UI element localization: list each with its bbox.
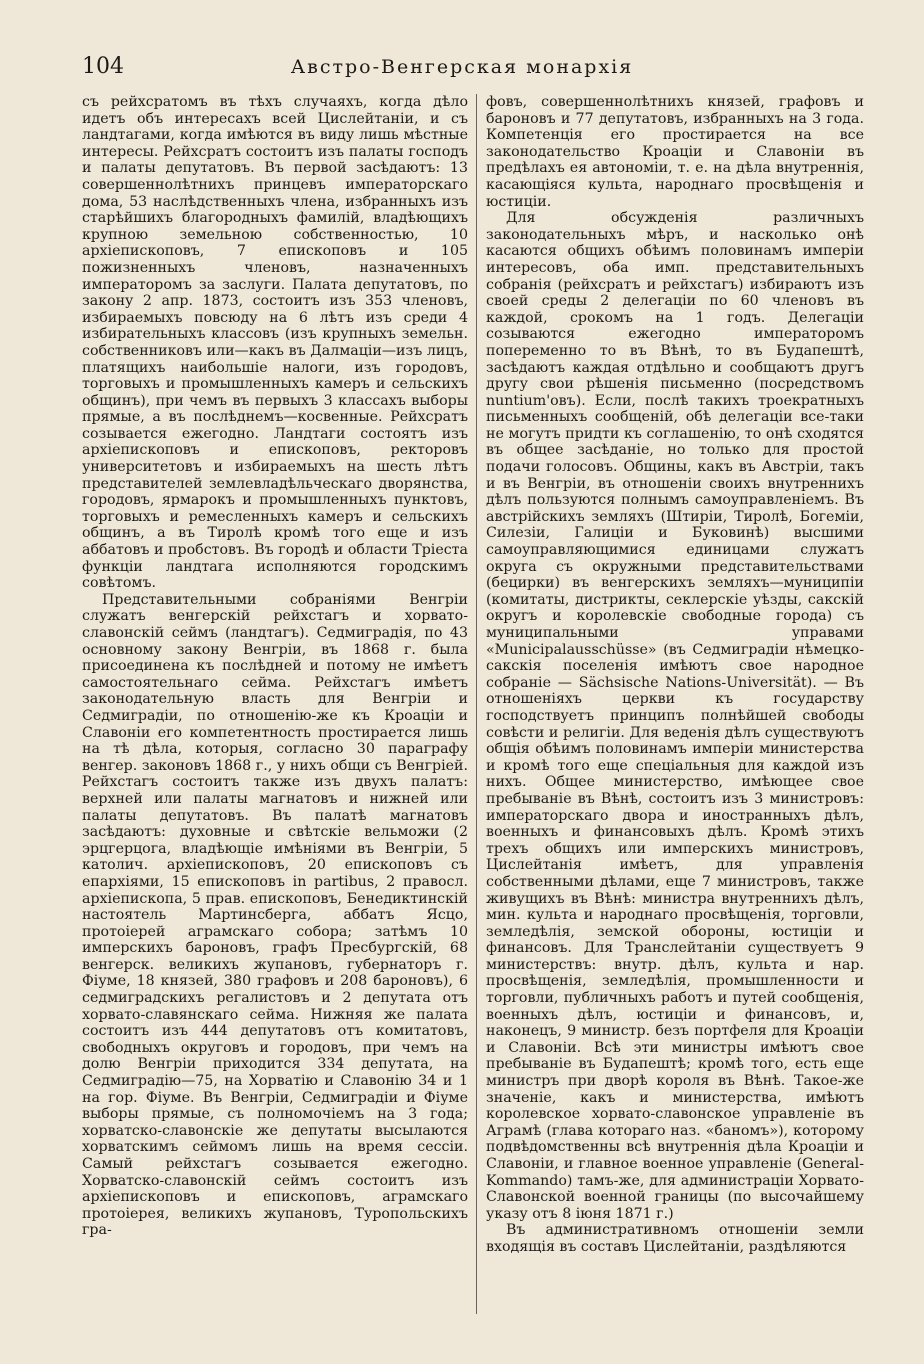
running-title: Австро-Венгерская монархія xyxy=(290,56,634,78)
paragraph: фовъ, совершеннолѣтнихъ князей, графовъ и бароновъ и 77 депутатовъ, избранныхъ на 3 года. Компетенція его простирается на все законодательство Кроаціи и Славоніи въ предѣлахъ ея автономіи, т. е. на дѣла внутреннія, касающіяся культа, народнаго просвѣщенія и юстиціи. xyxy=(486,94,864,210)
left-column xyxy=(82,94,468,1314)
page-number: 104 xyxy=(82,54,124,79)
paragraph: Для обсужденія различныхъ законодательныхъ мѣръ, и насколько онѣ касаются общихъ обѣимъ половинамъ имперіи интересовъ, оба имп. представительныхъ собранія (рейхсратъ и рейхстагъ) избираютъ изъ своей среды 2 делегаціи по 60 членовъ въ каждой, срокомъ на 1 годъ. Делегаціи созываются ежегодно императоромъ попеременно то въ Вѣнѣ, то въ Будапештѣ, засѣдаютъ каждая отдѣльно и сообщаютъ другъ другу свои рѣшенія письменно (посредствомъ nuntium'овъ). Если, послѣ такихъ троекратныхъ письменныхъ сообщеній, обѣ делегаціи все-таки не могутъ придти къ соглашенію, то онѣ сходятся въ общее засѣданіе, но только для простой подачи голосовъ. Общины, какъ въ Австріи, такъ и въ Венгріи, въ отношеніи своихъ внутреннихъ дѣлъ пользуются полнымъ самоуправленіемъ. Въ австрійскихъ земляхъ (Штиріи, Тиролѣ, Богеміи, Силезіи, Галиціи и Буковинѣ) высшими самоуправляющимися единицами служатъ округа съ окружными представительствами (бецирки) въ венгерскихъ земляхъ—муниципіи (комитаты, дистрикты, секлерскіе уѣзды, сакскій округъ и королевскіе свободные города) съ муниципальными управами «Municipalausschüsse» (въ Седмиградіи нѣмецко-сакскія поселенія имѣютъ свое народное собраніе — Sächsische Nations-Universität). — Въ отношеніяхъ церкви къ государству господствуетъ принципъ полнѣйшей свободы совѣсти и религіи. Для веденія дѣлъ существуютъ общія обѣимъ половинамъ имперіи министерства и кромѣ того еще спеціальныя для каждой изъ нихъ. Общее министерство, имѣющее свое пребываніе въ Вѣнѣ, состоитъ изъ 3 министровъ: императорскаго двора и иностранныхъ дѣлъ, военныхъ и финансовыхъ дѣлъ. Кромѣ этихъ трехъ общихъ или имперскихъ министровъ, Цислейтанія имѣетъ, для управленія собственными дѣлами, еще 7 министровъ, также живущихъ въ Вѣнѣ: министра внутреннихъ дѣлъ, мин. культа и народнаго просвѣщенія, торговли, земледѣлія, земской обороны, юстиціи и финансовъ. Для Транслейтаніи существуетъ 9 министерствъ: внутр. дѣлъ, культа и нар. просвѣщенія, земледѣлія, промышленности и торговли, публичныхъ работъ и путей сообщенія, военныхъ дѣлъ, юстиціи и финансовъ, и, наконецъ, 9 министр. безъ портфеля для Кроаціи и Славоніи. Всѣ эти министры имѣютъ свое пребываніе въ Будапештѣ; кромѣ того, есть еще министръ при дворѣ короля въ Вѣнѣ. Такое-же значеніе, какъ и министерства, имѣютъ королевское хорвато-славонское управленіе въ Аграмѣ (глава котораго наз. «баномъ»), которому подвѣдомственны всѣ внутреннія дѣла Кроаціи и Славоніи, и главное военное управленіе (General-Kommando) тамъ-же, для администраціи Хорвато-Славонской военной границы (по высочайшему указу отъ 8 іюня 1871 г.) xyxy=(486,210,864,1222)
running-header xyxy=(82,54,842,84)
paragraph: Представительными собраніями Венгріи служатъ венгерскій рейхстагъ и хорвато-славонскій сеймъ (ландтагъ). Седмиградія, по 43 основному закону Венгріи, въ 1868 г. была присоединена къ послѣдней и потому не имѣетъ самостоятельнаго сейма. Рейхстагъ имѣетъ законодательную власть для Венгріи и Седмиградіи, по отношенію-же къ Кроаціи и Славоніи его компетентность простирается лишь на тѣ дѣла, которыя, согласно 30 параграфу венгер. законовъ 1868 г., у нихъ общи съ Венгріей. Рейхстагъ состоитъ также изъ двухъ палатъ: верхней или палаты магнатовъ и нижней или палаты депутатовъ. Въ палатѣ магнатовъ засѣдаютъ: духовные и свѣтскіе вельможи (2 эрцгерцога, владѣющіе имѣніями въ Венгріи, 5 католич. архіепископовъ, 20 епископовъ съ епархіями, 15 епископовъ in partibus, 2 правосл. архіепископа, 5 прав. епископовъ, Бенедиктинскій настоятель Мартинсберга, аббатъ Ясцо, протоіерей аграмскаго собора; затѣмъ 10 имперскихъ бароновъ, графъ Пресбургскій, 68 венгерск. великихъ жупановъ, губернаторъ г. Фіуме, 18 князей, 380 графовъ и 208 бароновъ), 6 седмиградскихъ регалистовъ и 2 депутата отъ хорвато-славянскаго сейма. Нижняя же палата состоитъ изъ 444 депутатовъ отъ комитатовъ, свободныхъ округовъ и городовъ, при чемъ на долю Венгріи приходится 334 депутата, на Седмиградію—75, на Хорватію и Славонію 34 и 1 на гор. Фіуме. Въ Венгріи, Седмиградіи и Фіуме выборы прямые, съ полномочіемъ на 3 года; хорватско-славонскіе же депутаты высылаются хорватскимъ сеймомъ лишь на время сессіи. Самый рейхстагъ созывается ежегодно. Хорватско-славонскій сеймъ состоитъ изъ архіепископовъ и епископовъ, аграмскаго протоіерея, великихъ жупановъ, Туропольскихъ гра- xyxy=(82,591,468,1239)
right-column xyxy=(486,94,864,1314)
paragraph: съ рейхсратомъ въ тѣхъ случаяхъ, когда дѣло идетъ объ интересахъ всей Цислейтаніи, и съ ландтагами, когда имѣются въ виду лишь мѣстные интересы. Рейхсратъ состоитъ изъ палаты господъ и палаты депутатовъ. Въ первой засѣдаютъ: 13 совершеннолѣтнихъ принцевъ императорскаго дома, 53 наслѣдственныхъ члена, избранныхъ изъ старѣйшихъ благородныхъ фамилій, владѣющихъ крупною земельною собственностью, 10 архіепископовъ, 7 епископовъ и 105 пожизненныхъ членовъ, назначенныхъ императоромъ за заслуги. Палата депутатовъ, по закону 2 апр. 1873, состоитъ изъ 353 членовъ, избираемыхъ повсюду на 6 лѣтъ изъ среди 4 избирательныхъ классовъ (изъ крупныхъ земельн. собственниковъ или—какъ въ Далмаціи—изъ лицъ, платящихъ наибольшіе налоги, изъ городовъ, торговыхъ и промышленныхъ камеръ и сельскихъ общинъ), при чемъ въ первыхъ 3 классахъ выборы прямые, а въ послѣднемъ—косвенные. Рейхсратъ созывается ежегодно. Ландтаги состоятъ изъ архіепископовъ и епископовъ, ректоровъ университетовъ и избираемыхъ на шесть лѣтъ представителей землевладѣльческаго дворянства, городовъ, ярмарокъ и промышленныхъ пунктовъ, торговыхъ и ремесленныхъ камеръ и сельскихъ общинъ, а въ Тиролѣ кромѣ того еще и изъ аббатовъ и пробстовъ. Въ городѣ и области Тріеста функціи ландтага исполняются городскимъ совѣтомъ. xyxy=(82,94,468,592)
paragraph: Въ административномъ отношеніи земли входящія въ составъ Цислейтаніи, раздѣляются xyxy=(486,1222,864,1255)
column-divider xyxy=(476,94,477,1314)
